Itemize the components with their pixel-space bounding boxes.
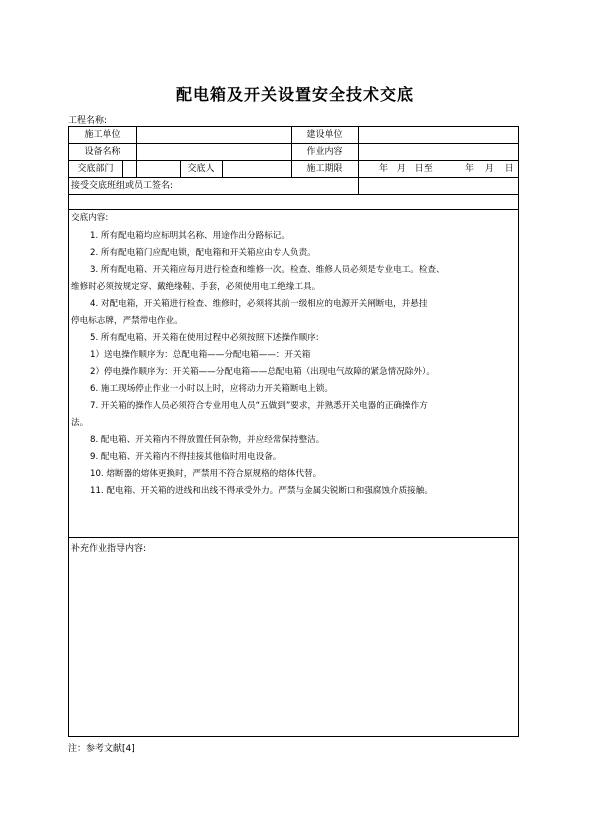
content-line: 9. 配电箱、开关箱内不得挂接其他临时用电设备。 [90, 452, 282, 462]
row-divider [69, 537, 518, 538]
content-heading: 交底内容: [71, 213, 109, 223]
content-line: 法。 [71, 418, 89, 428]
content-line: 6. 施工现场停止作业一小时以上时，应将动力开关箱断电上锁。 [90, 384, 333, 394]
disclosure-table [68, 126, 519, 737]
content-line: 7. 开关箱的操作人员必须符合专业用电人员“五做到”要求，并熟悉开关电器的正确操作方 [90, 401, 428, 411]
content-line: 1. 所有配电箱均应标明其名称、用途作出分路标记。 [90, 231, 290, 241]
col-divider [136, 127, 137, 177]
content-line: 5. 所有配电箱、开关箱在使用过程中必须按照下述操作顺序: [90, 333, 319, 343]
page-title: 配电箱及开关设置安全技术交底 [175, 85, 414, 104]
content-line: 8. 配电箱、开关箱内不得放置任何杂物，并应经常保持整洁。 [90, 435, 325, 445]
content-line: 11. 配电箱、开关箱的进线和出线不得承受外力。严禁与金属尖锐断口和强腐蚀介质接触。 [90, 486, 433, 496]
col-divider [358, 127, 359, 194]
row-divider [69, 209, 518, 210]
content-line: 1）送电操作顺序为：总配电箱——分配电箱——：开关箱 [90, 350, 311, 360]
content-line: 2. 所有配电箱门应配电锁，配电箱和开关箱应由专人负责。 [90, 248, 316, 258]
issuer-label: 交底人 [187, 164, 215, 174]
content-line: 4. 对配电箱，开关箱进行检查、维修时，必须将其前一级相应的电源开关闸断电，并悬挂 [90, 299, 428, 309]
project-name-label: 工程名称: [68, 116, 108, 126]
supplement-label: 补充作业指导内容: [71, 544, 147, 554]
col-divider [222, 160, 223, 177]
period-start-date: 年 月 日至 [379, 164, 433, 174]
row-divider [69, 194, 518, 195]
period-end-date: 年 月 日 [465, 164, 514, 174]
content-line: 停电标志牌，严禁带电作业。 [71, 316, 183, 326]
col-divider [122, 160, 123, 177]
work-content-label: 作业内容 [306, 147, 343, 157]
reference-note: 注：参考文献[4] [68, 744, 135, 754]
building-unit-label: 建设单位 [306, 130, 343, 140]
content-line: 2）停电操作顺序为：开关箱——分配电箱——总配电箱（出现电气故障的紧急情况除外）。 [90, 367, 435, 377]
issuing-dept-label: 交底部门 [77, 164, 114, 174]
equipment-name-label: 设备名称 [84, 147, 121, 157]
content-line: 维修时必须按规定穿、戴绝缘鞋、手套，必须使用电工绝缘工具。 [71, 282, 321, 292]
content-line: 3. 所有配电箱、开关箱应每月进行检查和维修一次。检查、维修人员必须是专业电工。检查、 [90, 265, 445, 275]
period-label: 施工期限 [306, 164, 343, 174]
construction-unit-label: 施工单位 [84, 130, 121, 140]
signature-label: 接受交底班组或员工签名: [71, 181, 174, 191]
content-line: 10. 熔断器的熔体更换时，严禁用不符合原规格的熔体代替。 [90, 469, 322, 479]
